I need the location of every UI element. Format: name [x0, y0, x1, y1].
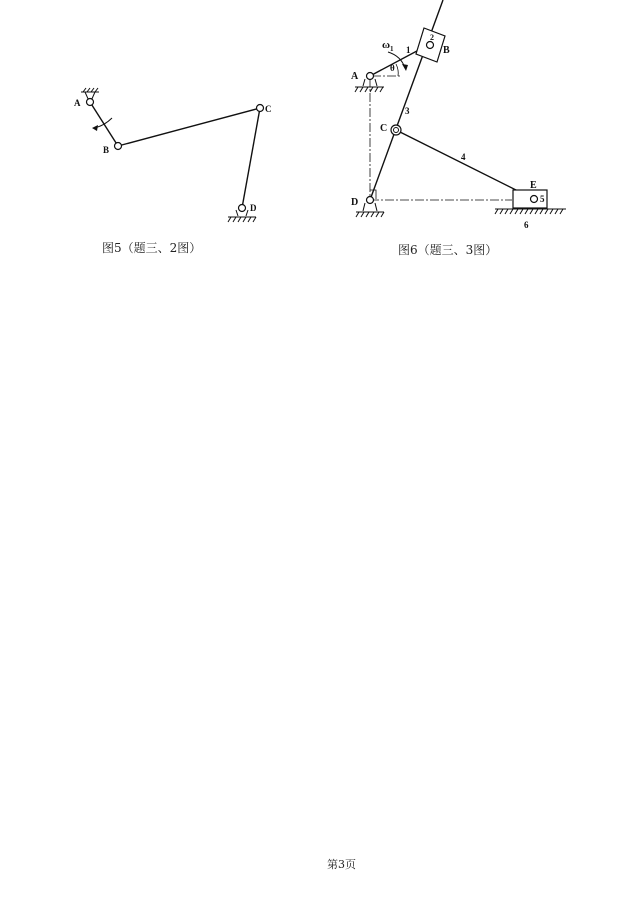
joint-e	[531, 196, 538, 203]
figure-6-caption: 图6（题三、3图）	[398, 243, 498, 257]
joint-b	[427, 42, 434, 49]
ground-support-d	[356, 203, 384, 217]
label-a: A	[74, 98, 81, 108]
label-b: B	[443, 45, 450, 56]
theta-arc	[396, 64, 398, 76]
omega-arrow-head-icon	[402, 64, 408, 71]
label-link-4: 4	[461, 152, 466, 162]
label-omega: ω	[382, 39, 391, 51]
link-3-guide-bar	[370, 0, 443, 200]
label-link-6: 6	[524, 220, 529, 230]
label-theta: θ	[390, 63, 395, 73]
label-d: D	[250, 203, 257, 213]
joint-c-inner	[394, 128, 399, 133]
label-c: C	[265, 104, 272, 114]
label-d: D	[351, 197, 359, 208]
label-link-2: 2	[430, 33, 434, 42]
label-link-3: 3	[405, 106, 410, 116]
label-link-1: 1	[406, 45, 411, 55]
joint-d	[367, 197, 374, 204]
joint-a	[367, 73, 374, 80]
label-a: A	[351, 71, 359, 82]
ground-guide-6	[495, 209, 566, 214]
ground-support-a	[355, 79, 384, 92]
figure-5-caption: 图5（题三、2图）	[102, 241, 202, 255]
label-b: B	[103, 145, 110, 155]
link-4-rod	[396, 130, 534, 199]
label-omega-subscript: 1	[390, 45, 394, 53]
label-link-5: 5	[540, 194, 545, 204]
page-number: 第3页	[327, 858, 356, 871]
label-c: C	[380, 123, 388, 134]
label-e: E	[530, 180, 537, 191]
